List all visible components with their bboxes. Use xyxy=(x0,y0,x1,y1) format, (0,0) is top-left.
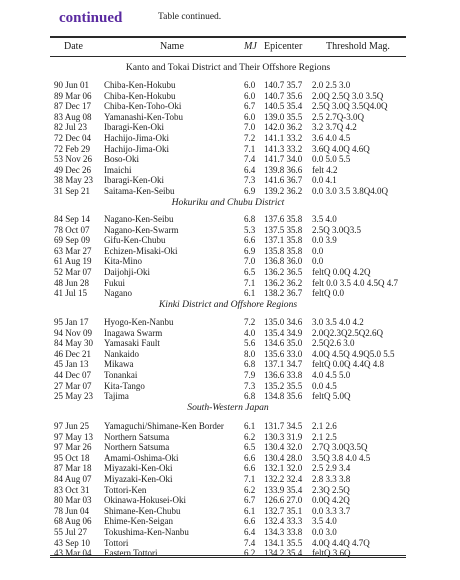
cell-threshold: 2.8 3.3 3.8 xyxy=(312,474,351,484)
cell-threshold: feltQ 3.6Q xyxy=(312,548,351,559)
cell-date: 45 Jan 13 xyxy=(54,359,89,370)
cell-threshold: 2.5 2.9 3.4 xyxy=(312,463,351,474)
cell-mj: 7.9 xyxy=(244,370,256,380)
cell-mj: 6.2 xyxy=(244,431,256,442)
cell-epicenter: 137.1 35.8 xyxy=(264,235,303,246)
cell-threshold: 2.0Q2.3Q2.5Q2.6Q xyxy=(312,327,383,338)
cell-mj: 7.4 xyxy=(244,154,256,165)
cell-threshold: 0.0 3.0 xyxy=(312,527,337,537)
cell-epicenter: 132.4 33.3 xyxy=(264,516,303,527)
cell-mj: 6.4 xyxy=(244,527,256,537)
cell-name: Northern Satsuma xyxy=(104,431,170,442)
cell-threshold: 0.0 5.0 5.5 xyxy=(312,154,351,165)
cell-mj: 7.1 xyxy=(244,143,256,154)
cell-date: 46 Dec 21 xyxy=(54,348,91,359)
table-row xyxy=(0,154,460,164)
cell-name: Miyazaki-Ken-Oki xyxy=(104,474,173,484)
cell-mj: 7.3 xyxy=(244,380,256,391)
cell-date: 72 Dec 04 xyxy=(54,133,91,143)
cell-date: 87 Mar 18 xyxy=(54,463,92,474)
cell-date: 80 Mar 03 xyxy=(54,495,92,506)
cell-epicenter: 133.9 35.4 xyxy=(264,484,303,495)
cell-epicenter: 132.1 32.0 xyxy=(264,463,303,474)
cell-threshold: 3.5Q 3.8 4.0 4.5 xyxy=(312,452,371,463)
cell-epicenter: 137.5 35.8 xyxy=(264,224,303,235)
cell-threshold: 0.0 3.9 xyxy=(312,235,337,246)
cell-date: 72 Feb 29 xyxy=(54,143,90,154)
table-row xyxy=(0,267,460,277)
table-row xyxy=(0,516,460,526)
cell-epicenter: 141.7 34.0 xyxy=(264,154,303,165)
cell-epicenter: 130.3 31.9 xyxy=(264,431,303,442)
cell-mj: 7.2 xyxy=(244,317,256,327)
cell-name: Echizen-Misaki-Oki xyxy=(104,245,178,256)
cell-mj: 6.2 xyxy=(244,484,256,495)
cell-epicenter: 135.4 34.9 xyxy=(264,327,303,338)
cell-date: 89 Mar 06 xyxy=(54,90,92,101)
table-row xyxy=(0,485,460,495)
cell-epicenter: 142.0 36.2 xyxy=(264,122,303,133)
cell-name: Eastern Tottori xyxy=(104,548,158,559)
cell-epicenter: 135.8 35.8 xyxy=(264,245,303,256)
cell-name: Tonankai xyxy=(104,370,138,380)
cell-epicenter: 141.3 33.2 xyxy=(264,143,303,154)
column-header-name: Name xyxy=(160,41,184,52)
cell-threshold: 3.6 4.0 4.5 xyxy=(312,133,351,143)
cell-epicenter: 134.8 35.6 xyxy=(264,391,303,402)
cell-threshold: 2.3Q 2.5Q xyxy=(312,484,350,495)
table-row xyxy=(0,338,460,348)
cell-name: Chiba-Ken-Hokubu xyxy=(104,80,176,90)
cell-date: 97 Mar 26 xyxy=(54,442,92,453)
cell-name: Daijohji-Oki xyxy=(104,267,150,277)
table-row xyxy=(0,278,460,288)
cell-threshold: 0.0 3.3 3.7 xyxy=(312,505,351,516)
cell-threshold: 2.5Q 3.0Q3.5 xyxy=(312,224,361,235)
cell-mj: 6.4 xyxy=(244,164,256,175)
cell-epicenter: 137.1 34.7 xyxy=(264,359,303,370)
cell-epicenter: 130.4 32.0 xyxy=(264,442,303,453)
section-title: South-Western Japan xyxy=(187,402,269,413)
cell-date: 61 Aug 19 xyxy=(54,256,92,267)
cell-date: 95 Oct 18 xyxy=(54,452,90,463)
column-header-threshold: Threshold Mag. xyxy=(326,41,390,52)
cell-name: Mikawa xyxy=(104,359,134,370)
cell-threshold: 2.5 2.7Q-3.0Q xyxy=(312,111,364,122)
table-row xyxy=(0,235,460,245)
cell-mj: 8.0 xyxy=(244,348,256,359)
cell-epicenter: 134.1 35.5 xyxy=(264,537,303,548)
cell-mj: 6.1 xyxy=(244,421,256,431)
table-row xyxy=(0,101,460,111)
cell-threshold: 2.5Q2.6 3.0 xyxy=(312,338,355,349)
cell-name: Saitama-Ken-Seibu xyxy=(104,186,175,196)
section-title: Hokuriku and Chubu District xyxy=(171,197,285,208)
table-row xyxy=(0,463,460,473)
cell-name: Miyazaki-Ken-Oki xyxy=(104,463,173,474)
cell-date: 84 Aug 07 xyxy=(54,474,92,484)
cell-name: Ibaragi-Ken-Oki xyxy=(104,122,164,133)
cell-mj: 6.6 xyxy=(244,516,256,527)
cell-name: Shimane-Ken-Chubu xyxy=(104,505,181,516)
cell-date: 83 Aug 08 xyxy=(54,111,92,122)
cell-mj: 6.8 xyxy=(244,359,256,370)
cell-date: 82 Jul 23 xyxy=(54,122,88,133)
table-row xyxy=(0,112,460,122)
table-row xyxy=(0,432,460,442)
cell-date: 63 Mar 27 xyxy=(54,245,92,256)
cell-name: Inagawa Swarm xyxy=(104,327,163,338)
cell-epicenter: 126.6 27.0 xyxy=(264,495,303,506)
cell-threshold: 0.0 4.1 xyxy=(312,175,337,186)
table-row xyxy=(0,186,460,196)
table-row xyxy=(0,349,460,359)
cell-epicenter: 141.6 36.7 xyxy=(264,175,303,186)
cell-mj: 7.1 xyxy=(244,277,256,288)
cell-epicenter: 140.7 35.6 xyxy=(264,90,303,101)
table-row xyxy=(0,538,460,548)
table-row xyxy=(0,442,460,452)
cell-threshold: feltQ 0.0Q 4.2Q xyxy=(312,267,371,277)
cell-epicenter: 139.0 35.5 xyxy=(264,111,303,122)
cell-name: Imaichi xyxy=(104,164,132,175)
cell-threshold: 3.6Q 4.0Q 4.6Q xyxy=(312,143,370,154)
cell-name: Ehime-Ken-Seigan xyxy=(104,516,173,527)
cell-mj: 6.2 xyxy=(244,548,256,559)
cell-mj: 5.3 xyxy=(244,224,256,235)
table-row xyxy=(0,328,460,338)
cell-name: Okinawa-Hokusei-Oki xyxy=(104,495,186,506)
table-row xyxy=(0,144,460,154)
table-row xyxy=(0,506,460,516)
cell-name: Kita-Tango xyxy=(104,380,145,391)
table-row xyxy=(0,359,460,369)
cell-threshold: 2.0Q 2.5Q 3.0 3.5Q xyxy=(312,90,384,101)
cell-mj: 7.0 xyxy=(244,122,256,133)
cell-mj: 6.7 xyxy=(244,495,256,506)
table-row xyxy=(0,527,460,537)
cell-date: 78 Jun 04 xyxy=(54,505,90,516)
cell-threshold: felt 4.2 xyxy=(312,164,338,175)
cell-name: Hachijo-Jima-Oki xyxy=(104,143,169,154)
cell-mj: 6.9 xyxy=(244,245,256,256)
table-row xyxy=(0,391,460,401)
cell-date: 38 May 23 xyxy=(54,175,93,186)
cell-date: 68 Aug 06 xyxy=(54,516,92,527)
table-row xyxy=(0,256,460,266)
cell-mj: 6.6 xyxy=(244,452,256,463)
cell-name: Tottori xyxy=(104,537,129,548)
cell-name: Boso-Oki xyxy=(104,154,140,165)
cell-name: Nagano-Ken-Seibu xyxy=(104,214,174,224)
cell-threshold: 3.0 3.5 4.0 4.2 xyxy=(312,317,364,327)
cell-date: 52 Mar 07 xyxy=(54,267,92,277)
cell-date: 87 Dec 17 xyxy=(54,101,91,112)
cell-mj: 6.9 xyxy=(244,186,256,196)
continued-label: continued xyxy=(59,10,123,26)
cell-name: Northern Satsuma xyxy=(104,442,170,453)
cell-name: Nankaido xyxy=(104,348,139,359)
table-row xyxy=(0,133,460,143)
cell-epicenter: 135.6 33.0 xyxy=(264,348,303,359)
cell-threshold: 0.0 3.0 3.5 3.8Q4.0Q xyxy=(312,186,388,196)
cell-threshold: 3.5 4.0 xyxy=(312,516,337,527)
cell-epicenter: 141.1 33.2 xyxy=(264,133,303,143)
cell-date: 43 Mar 04 xyxy=(54,548,92,559)
cell-name: Hyogo-Ken-Nanbu xyxy=(104,317,174,327)
cell-date: 27 Mar 07 xyxy=(54,380,92,391)
cell-date: 69 Sep 09 xyxy=(54,235,90,246)
table-row xyxy=(0,122,460,132)
cell-mj: 5.6 xyxy=(244,338,256,349)
cell-mj: 6.0 xyxy=(244,90,256,101)
cell-mj: 7.3 xyxy=(244,175,256,186)
cell-threshold: 0.0 xyxy=(312,245,324,256)
table-row xyxy=(0,453,460,463)
cell-mj: 6.5 xyxy=(244,267,256,277)
cell-threshold: feltQ 5.0Q xyxy=(312,391,351,402)
cell-threshold: 2.0 2.5 3.0 xyxy=(312,80,351,90)
cell-threshold: feltQ 0.0Q 4.4Q 4.8 xyxy=(312,359,384,370)
cell-threshold: 3.2 3.7Q 4.2 xyxy=(312,122,357,133)
cell-name: Kita-Mino xyxy=(104,256,142,267)
cell-date: 25 May 23 xyxy=(54,391,93,402)
column-header-date: Date xyxy=(64,41,83,52)
cell-date: 95 Jan 17 xyxy=(54,317,89,327)
cell-name: Tottori-Ken xyxy=(104,484,147,495)
table-row xyxy=(0,317,460,327)
cell-epicenter: 140.5 35.4 xyxy=(264,101,303,112)
header-rule xyxy=(50,56,406,57)
cell-name: Tajima xyxy=(104,391,129,402)
table-caption: Table continued. xyxy=(158,12,222,22)
cell-epicenter: 130.4 28.0 xyxy=(264,452,303,463)
cell-epicenter: 139.8 36.6 xyxy=(264,164,303,175)
cell-mj: 6.1 xyxy=(244,288,256,299)
cell-threshold: 4.0 4.5 5.0 xyxy=(312,370,351,380)
cell-mj: 6.6 xyxy=(244,463,256,474)
cell-mj: 6.5 xyxy=(244,442,256,453)
table-row xyxy=(0,474,460,484)
cell-threshold: 4.0Q 4.4Q 4.7Q xyxy=(312,537,370,548)
cell-date: 55 Jul 27 xyxy=(54,527,88,537)
cell-threshold: feltQ 0.0 xyxy=(312,288,344,299)
table-row xyxy=(0,370,460,380)
cell-epicenter: 132.2 32.4 xyxy=(264,474,303,484)
cell-threshold: 0.0Q 4.2Q xyxy=(312,495,350,506)
cell-date: 48 Jun 28 xyxy=(54,277,90,288)
cell-date: 84 Sep 14 xyxy=(54,214,90,224)
cell-name: Tokushima-Ken-Nanbu xyxy=(104,527,189,537)
section-title: Kanto and Tokai District and Their Offshore Regions xyxy=(125,62,331,73)
cell-date: 97 May 13 xyxy=(54,431,93,442)
cell-epicenter: 137.6 35.8 xyxy=(264,214,303,224)
table-row xyxy=(0,288,460,298)
cell-epicenter: 134.6 35.0 xyxy=(264,338,303,349)
cell-mj: 6.1 xyxy=(244,505,256,516)
cell-date: 84 May 30 xyxy=(54,338,93,349)
cell-mj: 7.4 xyxy=(244,537,256,548)
cell-mj: 6.0 xyxy=(244,80,256,90)
column-header-epicenter: Epicenter xyxy=(264,41,303,52)
table-row xyxy=(0,80,460,90)
cell-threshold: 2.5Q 3.0Q 3.5Q4.0Q xyxy=(312,101,388,112)
section-title: Kinki District and Offshore Regions xyxy=(158,299,298,310)
table-row xyxy=(0,91,460,101)
cell-mj: 7.0 xyxy=(244,256,256,267)
cell-name: Hachijo-Jima-Oki xyxy=(104,133,169,143)
cell-mj: 7.2 xyxy=(244,133,256,143)
cell-mj: 7.1 xyxy=(244,474,256,484)
cell-epicenter: 136.6 33.8 xyxy=(264,370,303,380)
table-row xyxy=(0,165,460,175)
table-row xyxy=(0,381,460,391)
cell-threshold: 2.7Q 3.0Q3.5Q xyxy=(312,442,368,453)
cell-epicenter: 132.7 35.1 xyxy=(264,505,303,516)
cell-date: 43 Sep 10 xyxy=(54,537,90,548)
cell-name: Amami-Oshima-Oki xyxy=(104,452,179,463)
cell-name: Fukui xyxy=(104,277,126,288)
cell-name: Ibaragi-Ken-Oki xyxy=(104,175,164,186)
cell-epicenter: 134.3 33.8 xyxy=(264,527,303,537)
cell-date: 94 Nov 09 xyxy=(54,327,92,338)
cell-epicenter: 139.2 36.2 xyxy=(264,186,303,196)
cell-date: 53 Nov 26 xyxy=(54,154,92,165)
cell-date: 97 Jun 25 xyxy=(54,421,90,431)
table-row xyxy=(0,246,460,256)
cell-name: Chiba-Ken-Hokubu xyxy=(104,90,176,101)
cell-date: 83 Oct 31 xyxy=(54,484,90,495)
cell-mj: 4.0 xyxy=(244,327,256,338)
cell-date: 78 Oct 07 xyxy=(54,224,90,235)
cell-name: Chiba-Ken-Toho-Oki xyxy=(104,101,182,112)
cell-threshold: felt 0.0 3.5 4.0 4.5Q 4.7 xyxy=(312,277,398,288)
table-row xyxy=(0,175,460,185)
cell-threshold: 0.0 xyxy=(312,256,324,267)
cell-date: 41 Jul 15 xyxy=(54,288,88,299)
cell-date: 90 Jun 01 xyxy=(54,80,90,90)
cell-mj: 6.0 xyxy=(244,111,256,122)
cell-epicenter: 136.8 36.0 xyxy=(264,256,303,267)
cell-epicenter: 135.0 34.6 xyxy=(264,317,303,327)
cell-name: Yamaguchi/Shimane-Ken Border xyxy=(104,421,224,431)
cell-threshold: 4.0Q 4.5Q 4.9Q5.0 5.5 xyxy=(312,348,395,359)
cell-epicenter: 136.2 36.2 xyxy=(264,277,303,288)
cell-threshold: 0.0 4.5 xyxy=(312,380,337,391)
cell-date: 49 Dec 26 xyxy=(54,164,91,175)
cell-threshold: 2.1 2.6 xyxy=(312,421,337,431)
table-row xyxy=(0,495,460,505)
cell-mj: 6.8 xyxy=(244,391,256,402)
table-row xyxy=(0,214,460,224)
cell-mj: 6.7 xyxy=(244,101,256,112)
cell-name: Yamanashi-Ken-Tobu xyxy=(104,111,183,122)
cell-mj: 6.8 xyxy=(244,214,256,224)
cell-epicenter: 134.2 35.4 xyxy=(264,548,303,559)
top-rule xyxy=(50,36,406,38)
cell-name: Gifu-Ken-Chubu xyxy=(104,235,166,246)
cell-threshold: 3.5 4.0 xyxy=(312,214,337,224)
table-row xyxy=(0,225,460,235)
cell-epicenter: 138.2 36.7 xyxy=(264,288,303,299)
cell-name: Yamasaki Fault xyxy=(104,338,160,349)
bottom-rule xyxy=(50,555,406,558)
cell-threshold: 2.1 2.5 xyxy=(312,431,337,442)
cell-epicenter: 135.2 35.5 xyxy=(264,380,303,391)
table-row xyxy=(0,421,460,431)
column-header-mj: MJ xyxy=(244,41,257,52)
cell-name: Nagano xyxy=(104,288,132,299)
cell-name: Nagano-Ken-Swarm xyxy=(104,224,179,235)
cell-epicenter: 136.2 36.5 xyxy=(264,267,303,277)
cell-epicenter: 140.7 35.7 xyxy=(264,80,303,90)
cell-mj: 6.6 xyxy=(244,235,256,246)
cell-epicenter: 131.7 34.5 xyxy=(264,421,303,431)
cell-date: 31 Sep 21 xyxy=(54,186,90,196)
cell-date: 44 Dec 07 xyxy=(54,370,91,380)
